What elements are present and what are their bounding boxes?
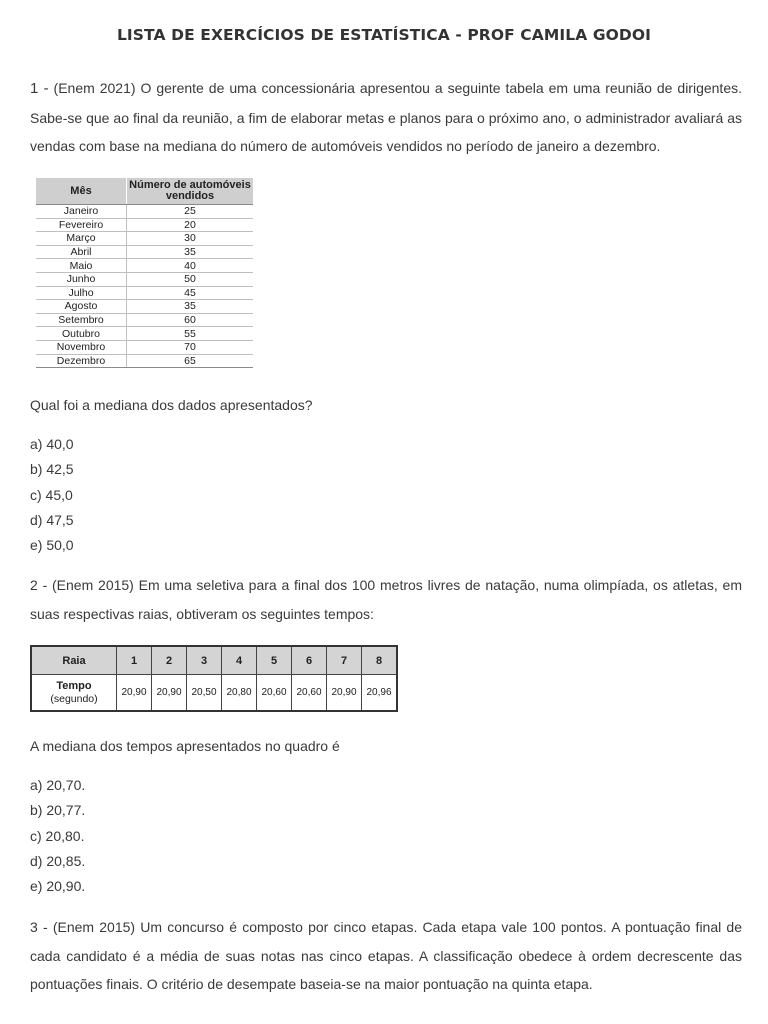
lane-time-cell: 20,90 (117, 675, 152, 712)
cars-sold-cell: 40 (127, 259, 254, 273)
table-row (36, 354, 253, 368)
sales-table-body (36, 205, 253, 368)
lane-time-cell: 20,96 (362, 675, 398, 712)
lane-number-cell: 1 (117, 646, 152, 675)
cars-sold-cell: 45 (127, 286, 254, 300)
table-row (36, 327, 253, 341)
cars-sold-cell: 50 (127, 272, 254, 286)
lane-row-label: Raia (31, 646, 117, 675)
month-cell: Abril (36, 245, 127, 259)
question-2-statement: 2 - (Enem 2015) Em uma seletiva para a final dos 100 metros livres de natação, numa olimpíada, os atletas, em suas respectivas raias, obtiveram os seguintes tempos: (30, 577, 742, 622)
time-row-label (31, 675, 117, 712)
month-cell: Janeiro (36, 205, 127, 219)
lane-time-cell: 20,90 (152, 675, 187, 712)
time-row-label-main: Tempo (56, 679, 92, 692)
table-row (36, 313, 253, 327)
table-row (36, 300, 253, 314)
cars-sold-cell: 35 (127, 245, 254, 259)
lane-time-cell: 20,50 (187, 675, 222, 712)
lane-number-cell: 4 (222, 646, 257, 675)
page-title: LISTA DE EXERCÍCIOS DE ESTATÍSTICA - PROF CAMILA GODOI (116, 26, 652, 44)
answer-option: c) 20,80. (30, 827, 85, 844)
cars-sold-cell: 60 (127, 313, 254, 327)
lane-number-cell: 3 (187, 646, 222, 675)
sales-table-header-month: Mês (36, 178, 127, 205)
cars-sold-cell: 35 (127, 300, 254, 314)
answer-option: d) 20,85. (30, 852, 86, 869)
question-1-statement (30, 74, 742, 161)
cars-sold-cell: 30 (127, 232, 254, 246)
table-row (36, 245, 253, 259)
lane-number-cell: 6 (292, 646, 327, 675)
answer-option: a) 40,0 (30, 436, 74, 452)
question-3-statement: 3 - (Enem 2015) Um concurso é composto por cinco etapas. Cada etapa vale 100 pontos. A pontuação final de cada candidato é a média de suas notas nas cinco etapas. A classificação obedece à ordem decrescente das pontuações finais. O critério de desempate baseia-se na maior pontuação na quinta etapa. (30, 919, 742, 992)
question-1-prompt: Qual foi a mediana dos dados apresentados? (30, 397, 313, 413)
question-1-text: (Enem 2021) O gerente de uma concessionária apresentou a seguinte tabela em uma reunião de dirigentes. Sabe-se que ao final da reunião, a fim de elaborar metas e planos para o próximo ano, o administrador avaliará as vendas com base na mediana do número de automóveis vendidos no período de janeiro a dezembro. (30, 80, 742, 154)
month-cell: Novembro (36, 340, 127, 354)
cars-sold-cell: 25 (127, 205, 254, 219)
lane-time-cell: 20,60 (292, 675, 327, 712)
answer-option: b) 42,5 (30, 461, 74, 478)
table-row (36, 272, 253, 286)
cars-sold-cell: 55 (127, 327, 254, 341)
table-row (36, 259, 253, 273)
month-cell: Julho (36, 286, 127, 300)
month-cell: Março (36, 232, 127, 246)
answer-option: b) 20,77. (30, 802, 86, 819)
lane-number-cell: 7 (327, 646, 362, 675)
answer-option: a) 20,70. (30, 777, 86, 793)
month-cell: Dezembro (36, 354, 127, 368)
month-cell: Fevereiro (36, 218, 127, 232)
month-cell: Maio (36, 259, 127, 273)
month-cell: Agosto (36, 300, 127, 314)
cars-sold-cell: 70 (127, 340, 254, 354)
answer-option: c) 45,0 (30, 486, 73, 503)
answer-option: e) 50,0 (30, 537, 74, 554)
month-cell: Setembro (36, 313, 127, 327)
lane-number-cell: 5 (257, 646, 292, 675)
lane-times-table (30, 645, 398, 712)
month-cell: Junho (36, 272, 127, 286)
lane-number-cell: 2 (152, 646, 187, 675)
answer-option: e) 20,90. (30, 878, 86, 895)
lane-number-cell: 8 (362, 646, 398, 675)
table-row (36, 205, 253, 219)
table-row (36, 340, 253, 354)
lane-time-cell: 20,60 (257, 675, 292, 712)
lane-time-cell: 20,90 (327, 675, 362, 712)
sales-table (36, 178, 253, 368)
table-row (36, 286, 253, 300)
month-cell: Outubro (36, 327, 127, 341)
table-row (36, 218, 253, 232)
table-row (36, 232, 253, 246)
question-2-prompt: A mediana dos tempos apresentados no quadro é (30, 738, 340, 754)
cars-sold-cell: 20 (127, 218, 254, 232)
cars-sold-cell: 65 (127, 354, 254, 368)
time-row-label-unit: (segundo) (50, 692, 98, 705)
sales-table-header-cars: Número de automóveis vendidos (127, 178, 254, 205)
question-1-number: 1 - (30, 80, 49, 97)
lane-time-cell: 20,80 (222, 675, 257, 712)
answer-option: d) 47,5 (30, 511, 74, 528)
